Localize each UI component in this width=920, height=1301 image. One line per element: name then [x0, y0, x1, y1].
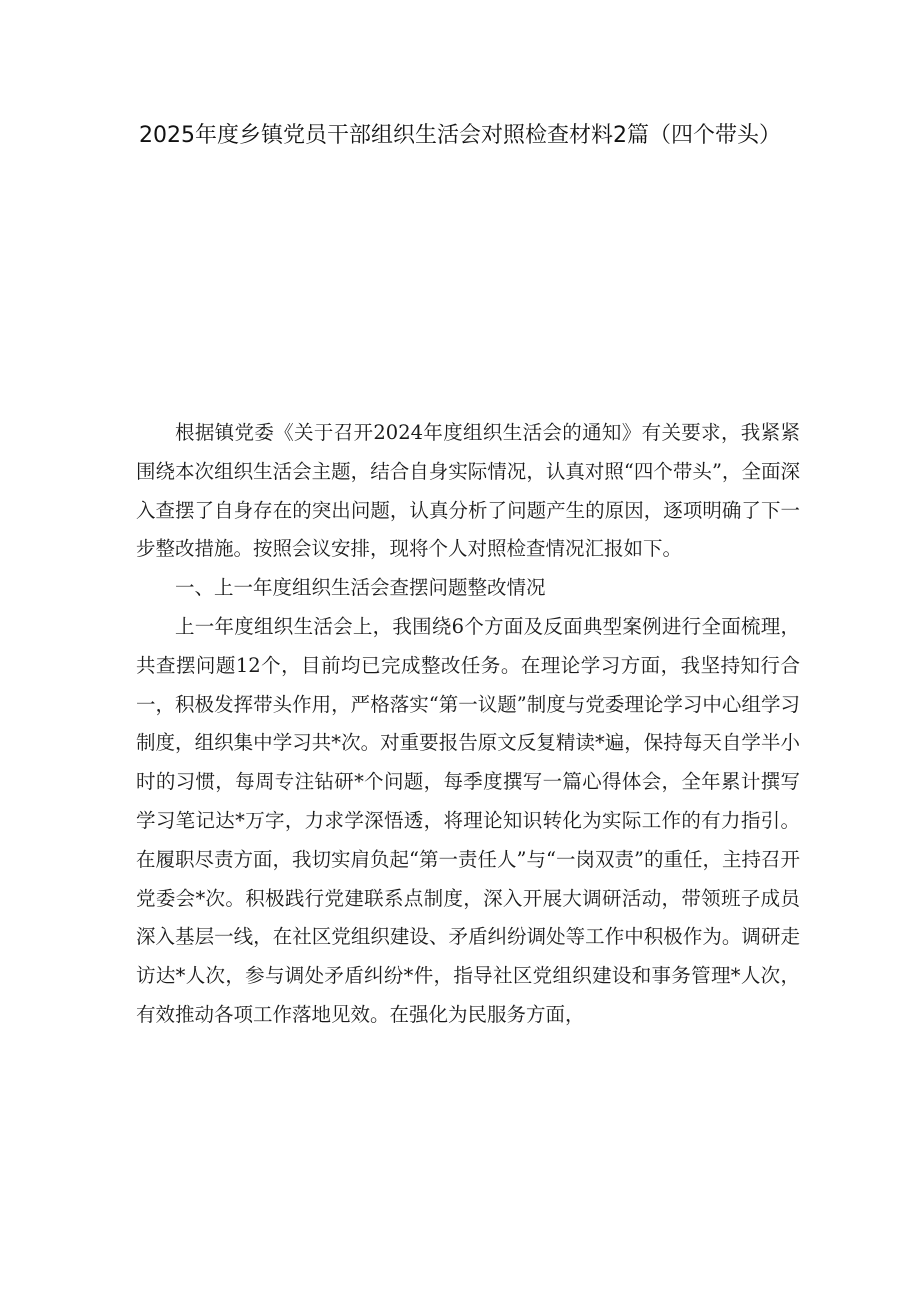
section-heading-1: 一、上一年度组织生活会查摆问题整改情况	[175, 576, 546, 600]
document-title: 2025年度乡镇党员干部组织生活会对照检查材料2篇（四个带头）	[139, 123, 781, 148]
document-body	[136, 414, 800, 1035]
paragraph-intro: 根据镇党委《关于召开2024年度组织生活会的通知》有关要求，我紧紧围绕本次组织生活会主题，结合自身实际情况，认真对照“四个带头”，全面深入查摆了自身存在的突出问题，认真分析了问题产生的原因，逐项明确了下一步整改措施。按照会议安排，现将个人对照检查情况汇报如下。	[136, 421, 800, 561]
paragraph-section-1: 上一年度组织生活会上，我围绕6个方面及反面典型案例进行全面梳理，共查摆问题12个，目前均已完成整改任务。在理论学习方面，我坚持知行合一，积极发挥带头作用，严格落实“第一议题”制度与党委理论学习中心组学习制度，组织集中学习共*次。对重要报告原文反复精读*遍，保持每天自学半小时的习惯，每周专注钻研*个问题，每季度撰写一篇心得体会，全年累计撰写学习笔记达*万字，力求学深悟透，将理论知识转化为实际工作的有力指引。在履职尽责方面，我切实肩负起“第一责任人”与“一岗双责”的重任，主持召开党委会*次。积极践行党建联系点制度，深入开展大调研活动，带领班子成员深入基层一线，在社区党组织建设、矛盾纠纷调处等工作中积极作为。调研走访达*人次，参与调处矛盾纠纷*件，指导社区党组织建设和事务管理*人次，有效推动各项工作落地见效。在强化为民服务方面，	[136, 614, 800, 1026]
